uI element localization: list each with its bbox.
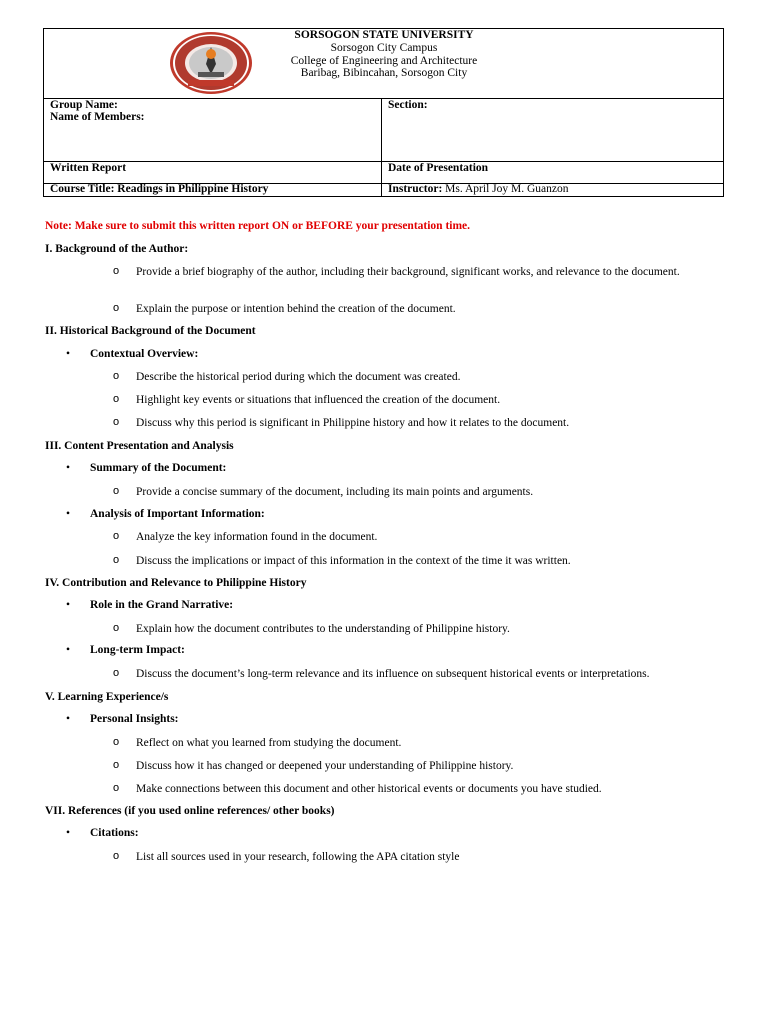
group-row bbox=[44, 98, 723, 162]
list-item-text: Discuss why this period is significant in Philippine history and how it relates to the document. bbox=[136, 417, 570, 429]
date-cell bbox=[382, 161, 723, 183]
university-seal-logo bbox=[168, 30, 254, 96]
instructor-label: Instructor: bbox=[388, 183, 443, 195]
sub-bullet-icon: o bbox=[113, 782, 120, 794]
section-cell bbox=[382, 98, 723, 161]
sub-bullet-icon: o bbox=[113, 265, 120, 277]
sub-bullet-icon: o bbox=[113, 393, 120, 405]
sub-bullet-icon: o bbox=[113, 370, 120, 382]
bullet-heading-text: Analysis of Important Information: bbox=[90, 508, 265, 520]
university-name: SORSOGON STATE UNIVERSITY bbox=[294, 29, 474, 41]
sub-bullet-icon: o bbox=[113, 759, 120, 771]
list-item-text: Highlight key events or situations that influenced the creation of the document. bbox=[136, 394, 501, 406]
list-item-text: Provide a concise summary of the document, including its main points and arguments. bbox=[136, 486, 534, 498]
bullet-heading-text: Long-term Impact: bbox=[90, 644, 185, 656]
instructor-value: Ms. April Joy M. Guanzon bbox=[442, 183, 569, 195]
bullet-icon: • bbox=[66, 827, 71, 839]
course-cell bbox=[44, 183, 382, 197]
sub-bullet-icon: o bbox=[113, 622, 120, 634]
bullet-heading-text: Personal Insights: bbox=[90, 713, 179, 725]
bullet-heading-text: Contextual Overview: bbox=[90, 348, 199, 360]
instructor-cell bbox=[382, 183, 723, 197]
bullet-icon: • bbox=[66, 462, 71, 474]
sub-bullet-icon: o bbox=[113, 736, 120, 748]
submission-note: Note: Make sure to submit this written report ON or BEFORE your presentation time. bbox=[45, 220, 471, 232]
date-label: Date of Presentation bbox=[388, 162, 489, 174]
section-label: Section: bbox=[388, 99, 428, 111]
bullet-icon: • bbox=[66, 348, 71, 360]
section-heading-3: III. Content Presentation and Analysis bbox=[45, 440, 234, 452]
list-item-text: Make connections between this document and other historical events or documents you have studied. bbox=[136, 783, 602, 795]
list-item-text: Discuss how it has changed or deepened your understanding of Philippine history. bbox=[136, 760, 514, 772]
members-label: Name of Members: bbox=[50, 111, 145, 123]
list-item-text: Provide a brief biography of the author, including their background, significant works, and relevance to the document. bbox=[136, 266, 680, 278]
report-row bbox=[44, 161, 723, 184]
bullet-icon: • bbox=[66, 713, 71, 725]
list-item-text: Discuss the document’s long-term relevance and its influence on subsequent historical events or interpretations. bbox=[136, 668, 650, 680]
bullet-icon: • bbox=[66, 644, 71, 656]
course-row bbox=[44, 183, 723, 197]
written-report-cell bbox=[44, 161, 382, 183]
sub-bullet-icon: o bbox=[113, 530, 120, 542]
sub-bullet-icon: o bbox=[113, 850, 120, 862]
list-item-text: Discuss the implications or impact of this information in the context of the time it was written. bbox=[136, 555, 571, 567]
list-item-text: Explain the purpose or intention behind the creation of the document. bbox=[136, 303, 456, 315]
campus-name: Sorsogon City Campus bbox=[330, 41, 438, 54]
section-heading-4: IV. Contribution and Relevance to Philippine History bbox=[45, 577, 307, 589]
sub-bullet-icon: o bbox=[113, 667, 120, 679]
list-item-text: List all sources used in your research, following the APA citation style bbox=[136, 851, 460, 863]
section-heading-7: VII. References (if you used online references/ other books) bbox=[45, 805, 335, 817]
section-heading-1: I. Background of the Author: bbox=[45, 243, 189, 255]
group-cell bbox=[44, 98, 382, 161]
list-item-text: Reflect on what you learned from studying the document. bbox=[136, 737, 402, 749]
bullet-icon: • bbox=[66, 508, 71, 520]
list-item-text: Describe the historical period during which the document was created. bbox=[136, 371, 461, 383]
sub-bullet-icon: o bbox=[113, 302, 120, 314]
sub-bullet-icon: o bbox=[113, 416, 120, 428]
section-heading-2: II. Historical Background of the Document bbox=[45, 325, 256, 337]
section-heading-5: V. Learning Experience/s bbox=[45, 691, 169, 703]
header-table bbox=[43, 28, 724, 197]
university-address: Baribag, Bibincahan, Sorsogon City bbox=[300, 67, 468, 80]
list-item-text: Analyze the key information found in the document. bbox=[136, 531, 378, 543]
bullet-icon: • bbox=[66, 599, 71, 611]
bullet-heading-text: Summary of the Document: bbox=[90, 462, 227, 474]
bullet-heading-text: Citations: bbox=[90, 827, 139, 839]
university-info bbox=[244, 29, 524, 80]
list-item-text: Explain how the document contributes to the understanding of Philippine history. bbox=[136, 623, 510, 635]
group-name-label: Group Name: bbox=[50, 99, 118, 111]
sub-bullet-icon: o bbox=[113, 485, 120, 497]
university-header bbox=[44, 29, 723, 99]
written-report-label: Written Report bbox=[50, 162, 127, 174]
course-title: Course Title: Readings in Philippine History bbox=[50, 183, 269, 195]
college-name: College of Engineering and Architecture bbox=[290, 54, 478, 67]
sub-bullet-icon: o bbox=[113, 554, 120, 566]
bullet-heading-text: Role in the Grand Narrative: bbox=[90, 599, 234, 611]
